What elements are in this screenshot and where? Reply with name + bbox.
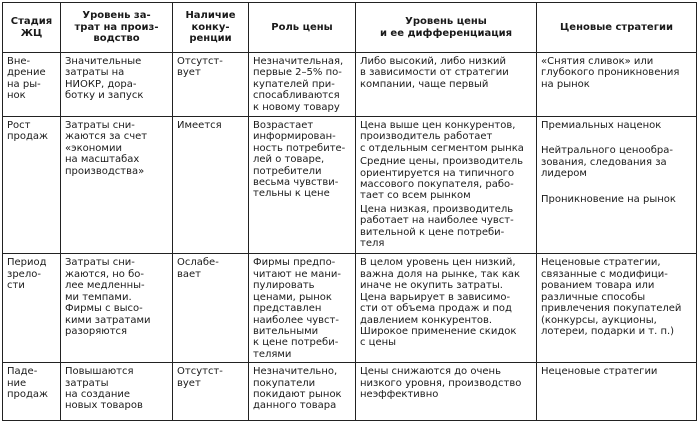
cell-costs: Затраты сни- жаются за счет «экономии на масштабах производства» — [61, 117, 173, 254]
cell-price-level — [356, 53, 537, 117]
strategy-text: Премиальных наценок — [541, 120, 662, 131]
cell-stage: Период зрело- сти — [3, 254, 61, 363]
cell-stage: Рост продаж — [3, 117, 61, 254]
cell-costs: Повышаются затраты на создание новых товаров — [61, 363, 173, 421]
cell-price-level — [356, 117, 537, 254]
price-strategy-table — [2, 2, 697, 421]
strategy-text: Проникновение на рынок — [541, 193, 676, 205]
cell-price-role: Фирмы предпо- читают не мани- пулировать ценами, рынок представлен наиболее чувст- вительными к цене потреби- телями — [249, 254, 356, 363]
table-row — [3, 117, 697, 254]
cell-strategies — [537, 53, 697, 117]
header-row — [3, 3, 697, 53]
cell-stage: Вне- дрение на ры- нок — [3, 53, 61, 117]
header-price-level: Уровень цены и ее дифференциация — [356, 3, 537, 53]
strategy-text: Нейтрального ценообра- зования, следования за лидером — [541, 145, 673, 180]
cell-competition: Ослабе- вает — [173, 254, 249, 363]
price-level-text: Средние цены, производитель ориентируется на типичного массового покупателя, рабо- тает со всем рынком — [360, 156, 524, 202]
cell-strategies — [537, 254, 697, 363]
price-level-text: Цена выше цен конкурентов, производитель работает с отдельным сегментом рынка — [360, 120, 524, 154]
header-costs: Уровень за- трат на произ- водство — [61, 3, 173, 53]
price-level-text: Либо высокий, либо низкий в зависимости от стратегии компании, чаще первый — [360, 56, 509, 90]
cell-costs: Затраты сни- жаются, но бо- лее медленны- ми темпами. Фирмы с высо- кими затратами разоряются — [61, 254, 173, 363]
cell-price-level — [356, 254, 537, 363]
cell-competition: Отсутст- вует — [173, 53, 249, 117]
cell-price-level — [356, 363, 537, 421]
cell-price-role: Незначительная, первые 2–5% по- купателей при- спосабливаются к новому товару — [249, 53, 356, 117]
price-level-text: Цена низкая, производитель работает на наиболее чувст- вительной к цене потреби- теля — [360, 203, 514, 250]
cell-strategies — [537, 363, 697, 421]
header-competition: Наличие конку- ренции — [173, 3, 249, 53]
cell-competition: Отсутст- вует — [173, 363, 249, 421]
cell-price-role: Незначительно, покупатели покидают рынок данного товара — [249, 363, 356, 421]
cell-costs: Значительные затраты на НИОКР, дора- ботку и запуск — [61, 53, 173, 117]
document-page — [2, 2, 696, 410]
header-stage: Стадия ЖЦ — [3, 3, 61, 53]
strategy-text: Неценовые стратегии — [541, 366, 658, 378]
cell-strategies — [537, 117, 697, 254]
price-level-text: Цены снижаются до очень низкого уровня, производство неэффективно — [360, 366, 522, 400]
cell-stage: Паде- ние продаж — [3, 363, 61, 421]
cell-price-role: Возрастает информирован- ность потребите- лей о товаре, потребители весьма чувстви- тельны к цене — [249, 117, 356, 254]
table-row — [3, 254, 697, 363]
strategy-text: «Снятия сливок» или глубокого проникновения на рынок — [541, 56, 680, 90]
header-strategies: Ценовые стратегии — [537, 3, 697, 53]
price-level-text: В целом уровень цен низкий, важна доля на рынке, так как иначе не окупить затраты. Цена варьирует в зависимо- сти от объема продаж и под давлением конкурентов. Широкое применение скидок с цены — [360, 257, 521, 349]
header-price-role: Роль цены — [249, 3, 356, 53]
table-row — [3, 53, 697, 117]
table-row — [3, 363, 697, 421]
strategy-text: Неценовые стратегии, связанные с модифици- рованием товара или различные способы привлечения покупателей (конкурсы, аукционы, лотереи, подарки и т. п.) — [541, 257, 682, 337]
cell-competition: Имеется — [173, 117, 249, 254]
